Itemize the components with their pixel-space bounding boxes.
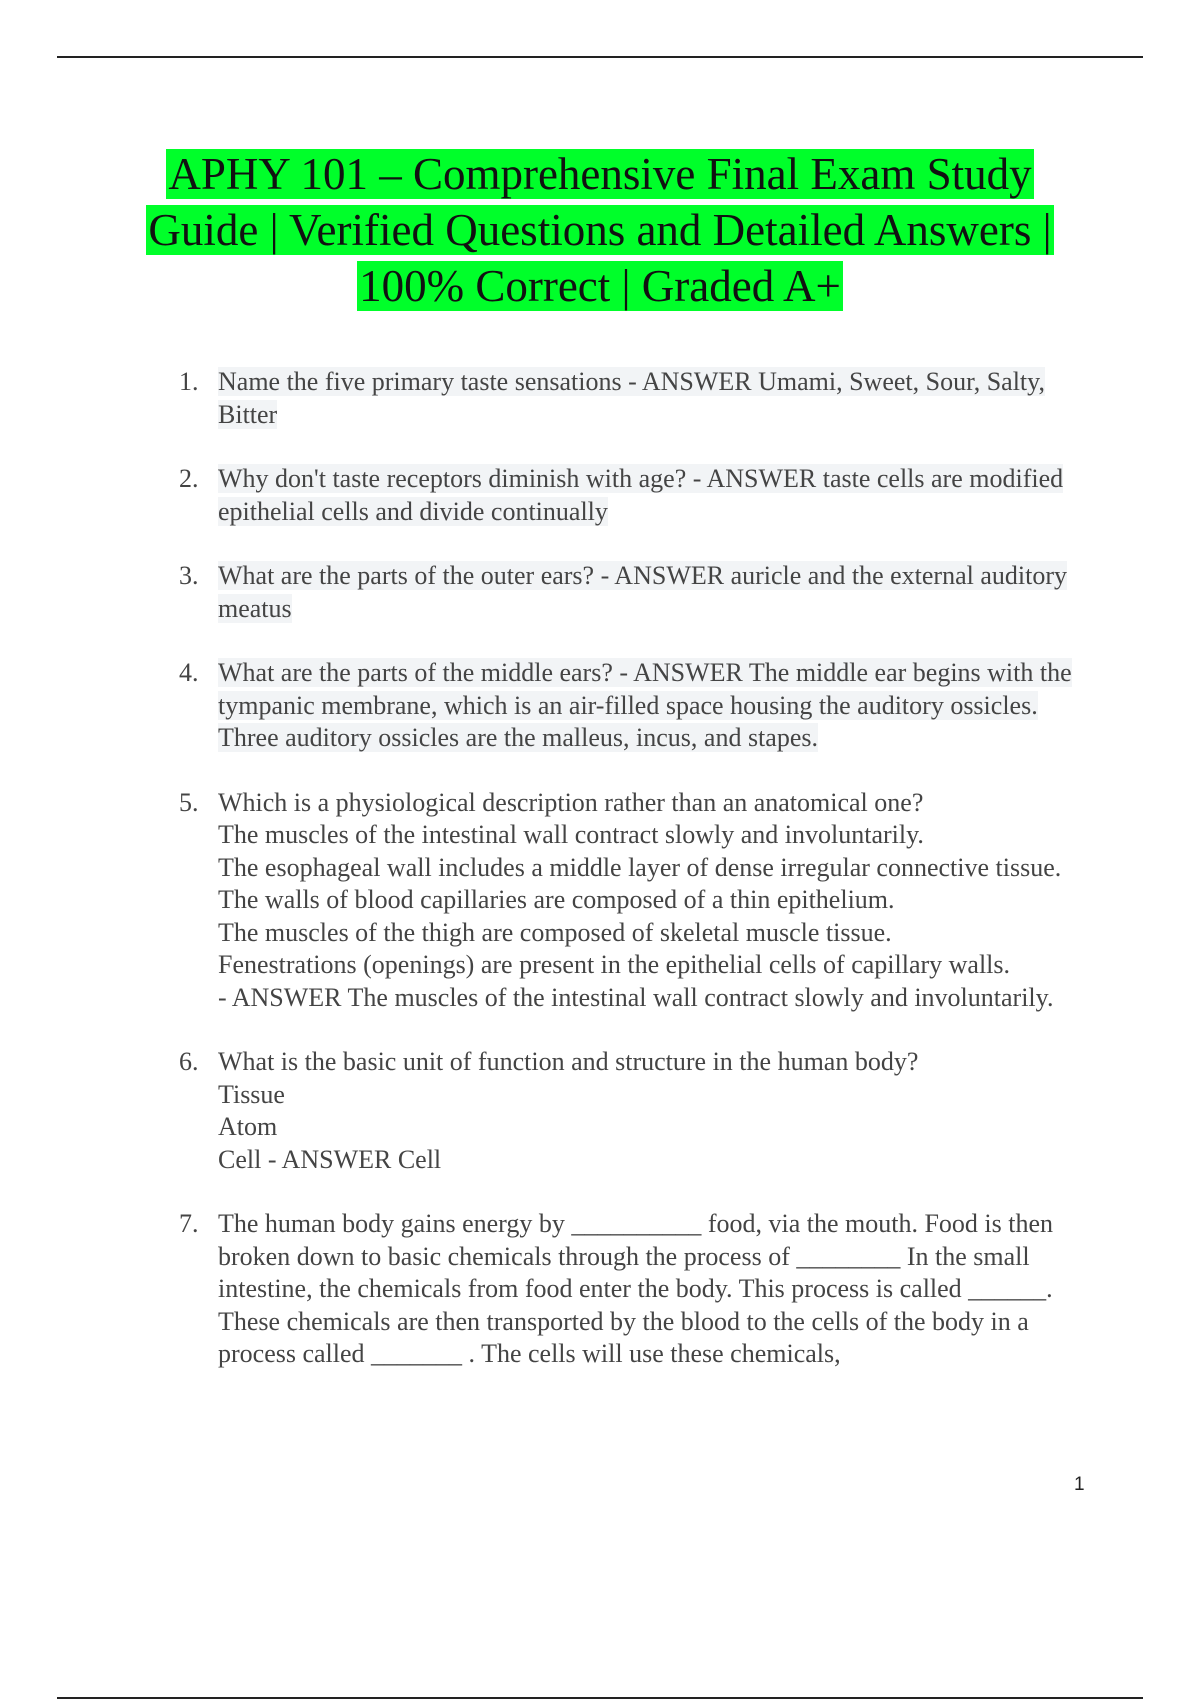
question-text: What is the basic unit of function and structure in the human body? [218, 1047, 919, 1076]
question-body [218, 366, 1080, 431]
question-text: The human body gains energy by __________ food, via the mouth. Food is then broken down to basic chemicals through the process of ________ In the small intestine, the chemicals from food enter the body. This process is called ______. These chemicals are then transported by the blood to the cells of the body in a process called _______ . The cells will use these chemicals, [218, 1209, 1054, 1368]
option-text: Atom [218, 1112, 278, 1141]
question-item-3 [0, 560, 1200, 625]
question-number: 5. [179, 787, 199, 817]
option-text: The esophageal wall includes a middle layer of dense irregular connective tissue. [218, 852, 1062, 882]
option-text: The walls of blood capillaries are composed of a thin epithelium. [218, 885, 895, 914]
question-number: 1. [179, 367, 199, 396]
footer-rule [57, 1697, 1143, 1699]
option-text: The muscles of the intestinal wall contract slowly and involuntarily. [218, 820, 924, 849]
option-text: Tissue [218, 1079, 285, 1109]
question-number: 7. [179, 1209, 199, 1238]
question-body [218, 463, 1080, 528]
question-item-6 [0, 1046, 1200, 1176]
document-title [120, 146, 1080, 314]
question-body [218, 787, 1080, 1015]
question-item-2 [0, 463, 1200, 528]
question-body [218, 657, 1080, 755]
answer-text: - ANSWER The muscles of the intestinal wall contract slowly and involuntarily. [218, 982, 1054, 1012]
question-body [218, 560, 1080, 625]
question-item-5 [0, 787, 1200, 1015]
question-text: Which is a physiological description rather than an anatomical one? [218, 787, 924, 817]
document-title-text: APHY 101 – Comprehensive Final Exam Study Guide | Verified Questions and Detailed Answers | 100% Correct | Graded A+ [148, 149, 1052, 311]
option-text: The muscles of the thigh are composed of skeletal muscle tissue. [218, 917, 892, 947]
question-body [218, 1208, 1080, 1371]
question-text: What are the parts of the middle ears? - ANSWER The middle ear begins with the tympanic membrane, which is an air-filled space housing the auditory ossicles. Three auditory ossicles are the malleus, incus, and stapes. [218, 658, 1072, 752]
question-list [0, 366, 1200, 1403]
question-text: Name the five primary taste sensations - ANSWER Umami, Sweet, Sour, Salty, Bitter [218, 367, 1045, 429]
question-item-7 [0, 1208, 1200, 1371]
header-rule [57, 56, 1143, 58]
question-item-1 [0, 366, 1200, 431]
question-number: 2. [179, 464, 199, 493]
question-item-4 [0, 657, 1200, 755]
question-body [218, 1046, 1080, 1176]
question-number: 3. [179, 561, 199, 590]
answer-text: Cell - ANSWER Cell [218, 1144, 442, 1174]
question-number: 4. [179, 658, 199, 687]
question-number: 6. [179, 1047, 199, 1076]
question-text: What are the parts of the outer ears? - ANSWER auricle and the external auditory meatus [218, 561, 1067, 623]
question-text: Why don't taste receptors diminish with age? - ANSWER taste cells are modified epithelial cells and divide continually [218, 464, 1064, 526]
option-text: Fenestrations (openings) are present in the epithelial cells of capillary walls. [218, 950, 1011, 979]
page-number: 1 [1074, 1474, 1085, 1495]
